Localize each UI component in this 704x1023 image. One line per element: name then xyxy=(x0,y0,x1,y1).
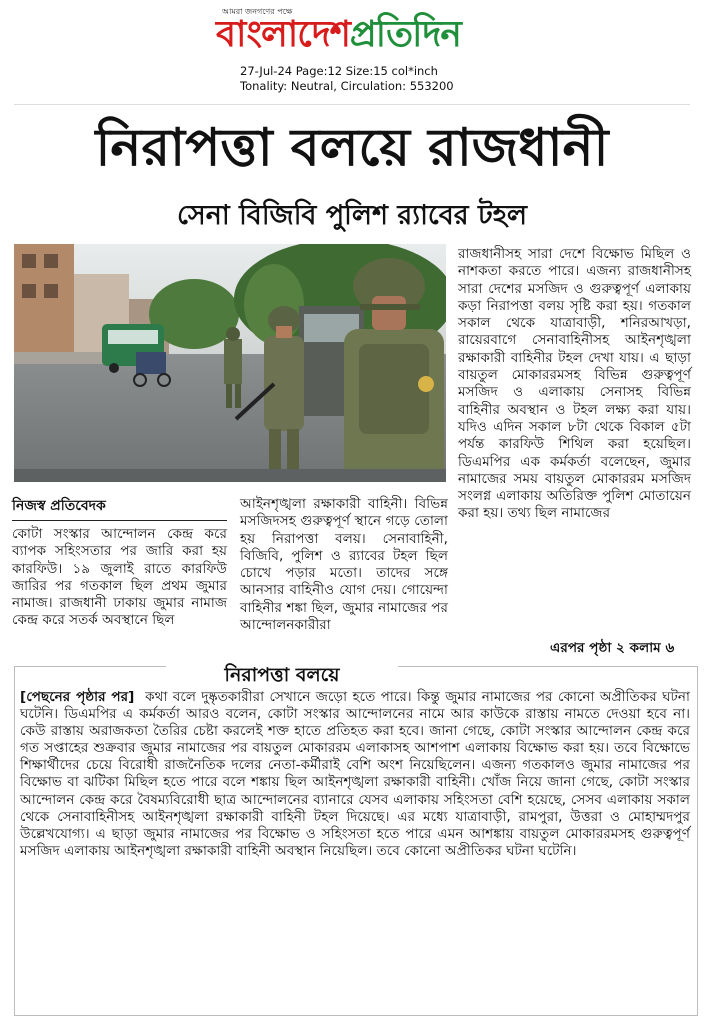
continuation-body xyxy=(20,689,690,860)
newspaper-name-part2: প্রতিদিন xyxy=(349,14,461,55)
header-divider xyxy=(14,104,690,105)
newspaper-name-part1: বাংলাদেশ xyxy=(216,14,350,55)
article-subheadline: সেনা বিজিবি পুলিশ র‍্যাবের টহল xyxy=(176,200,528,231)
clipping-meta-tonality: Tonality: Neutral, Circulation: 553200 xyxy=(240,79,454,93)
article-column-3-text: রাজধানীসহ সারা দেশে বিক্ষোভ মিছিল ও নাশকতা করতে পারে। এজন্য রাজধানীসহ সারা দেশের মসজিদ ও গুরুত্বপূর্ণ এলাকায় কড়া নিরাপত্তা বলয় সৃষ্টি করা হয়। গতকাল সকাল থেকে যাত্রাবাড়ী, শনিরআখড়া, রায়েরবাগে সেনাবাহিনীসহ আইনশৃঙ্খলা রক্ষাকারী বাহিনীর টহল দেখা যায়। এ ছাড়া বায়তুল মোকাররমসহ বিভিন্ন গুরুত্বপূর্ণ মসজিদ ও এলাকায় সেনাসহ বিভিন্ন বাহিনীর অবস্থান ও টহল লক্ষ্য করা যায়। যদিও এদিন সকাল ৮টা থেকে বিকাল ৫টা পর্যন্ত কারফিউ শিথিল করা হয়েছিল। ডিএমপির এক কর্মকর্তা বলেছেন, জুমার নামাজের সময় বায়তুল মোকাররম মসজিদ সংলগ্ন এলাকায় অতিরিক্ত পুলিশ মোতায়েন করা হয়। তথ্য ছিল নামাজের xyxy=(458,246,691,522)
news-photo-illustration xyxy=(14,244,446,482)
continued-on-label: এরপর পৃষ্ঠা ২ কলাম ৬ xyxy=(550,640,675,656)
continuation-text xyxy=(20,689,690,860)
continuation-lead: [পেছনের পৃষ্ঠার পর] xyxy=(20,689,135,705)
article-byline: নিজস্ব প্রতিবেদক xyxy=(12,498,106,514)
article-column-3 xyxy=(458,246,691,523)
article-column-2-text: আইনশৃঙ্খলা রক্ষাকারী বাহিনী। বিভিন্ন মসজিদসহ গুরুত্বপূর্ণ স্থানে গড়ে তোলা হয় নিরাপত্তা বলয়। সেনাবাহিনী, বিজিবি, পুলিশ ও র‍্যাবের টহল ছিল চোখে পড়ার মতো। তাদের সঙ্গে আনসার বাহিনীও যোগ দেয়। গোয়েন্দা বাহিনীর শঙ্কা ছিল, জুমার নামাজের পর আন্দোলনকারীরা xyxy=(240,496,448,634)
continuation-title: নিরাপত্তা বলয়ে xyxy=(166,661,398,689)
article-column-1 xyxy=(12,526,227,630)
byline-underline xyxy=(12,520,227,521)
continuation-body-text: কথা বলে দুষ্কৃতকারীরা সেখানে জড়ো হতে পারে। কিন্তু জুমার নামাজের পর কোনো অপ্রীতিকর ঘটনা ঘটেনি। ডিএমপির এ কর্মকর্তা আরও বলেন, কোটা সংস্কার আন্দোলনের নামে আর কাউকে রাস্তায় নামতে দেওয়া হবে না। কেউ রাস্তায় অরাজকতা তৈরির চেষ্টা করলেই শক্ত হাতে প্রতিহত করা হবে। জানা গেছে, কোটা সংস্কার আন্দোলন কেন্দ্র করে গত সপ্তাহের শুক্রবার জুমার নামাজের পর বায়তুল মোকাররম এলাকাসহ আশপাশ এলাকায় বিক্ষোভ করা হয়। তবে বিক্ষোভে শিক্ষার্থীদের চেয়ে বিরোধী রাজনৈতিক দলের নেতা-কর্মীরাই বেশি অংশ নিয়েছিলেন। এজন্য গতকালও জুমার নামাজের পর বিক্ষোভ বা ঝটিকা মিছিল হতে পারে বলে শঙ্কায় ছিল আইনশৃঙ্খলা রক্ষাকারী বাহিনী। খোঁজ নিয়ে জানা গেছে, কোটা সংস্কার আন্দোলন কেন্দ্র করে বৈষম্যবিরোধী ছাত্র আন্দোলনের ব্যানারে যেসব এলাকায় সহিংসতা বেশি হয়েছে, সেসব এলাকায় সকাল থেকে সেনাবাহিনীসহ আইনশৃঙ্খলা রক্ষাকারী বাহিনী টহল দিয়েছে। এর মধ্যে যাত্রাবাড়ী, রামপুরা, উত্তরা ও মোহাম্মদপুর উল্লেখযোগ্য। এ ছাড়া জুমার নামাজের পর বিক্ষোভ ও সহিংসতা হতে পারে এমন আশঙ্কায় বায়তুল মোকাররমসহ গুরুত্বপূর্ণ মসজিদ এলাকায় আইনশৃঙ্খলা রক্ষাকারী বাহিনী অবস্থান নিয়েছিল। তবে কোনো অপ্রীতিকর ঘটনা ঘটেনি। xyxy=(20,689,690,859)
masthead-tagline: আমরা জনগণের পক্ষে xyxy=(222,7,293,16)
article-headline: নিরাপত্তা বলয়ে রাজধানী xyxy=(95,118,609,178)
news-photo-soldiers-patrol xyxy=(14,244,446,482)
newspaper-logo xyxy=(216,14,496,56)
article-column-2 xyxy=(240,496,448,634)
clipping-meta-date-size: 27-Jul-24 Page:12 Size:15 col*inch xyxy=(240,64,438,78)
article-column-1-text: কোটা সংস্কার আন্দোলন কেন্দ্র করে ব্যাপক সহিংসতার পর জারি করা হয় কারফিউ। ১৯ জুলাই রাতে কারফিউ জারির পর গতকাল ছিল প্রথম জুমার নামাজ। রাজধানী ঢাকায় জুমার নামাজ কেন্দ্র করে সতর্ক অবস্থানে ছিল xyxy=(12,526,227,629)
